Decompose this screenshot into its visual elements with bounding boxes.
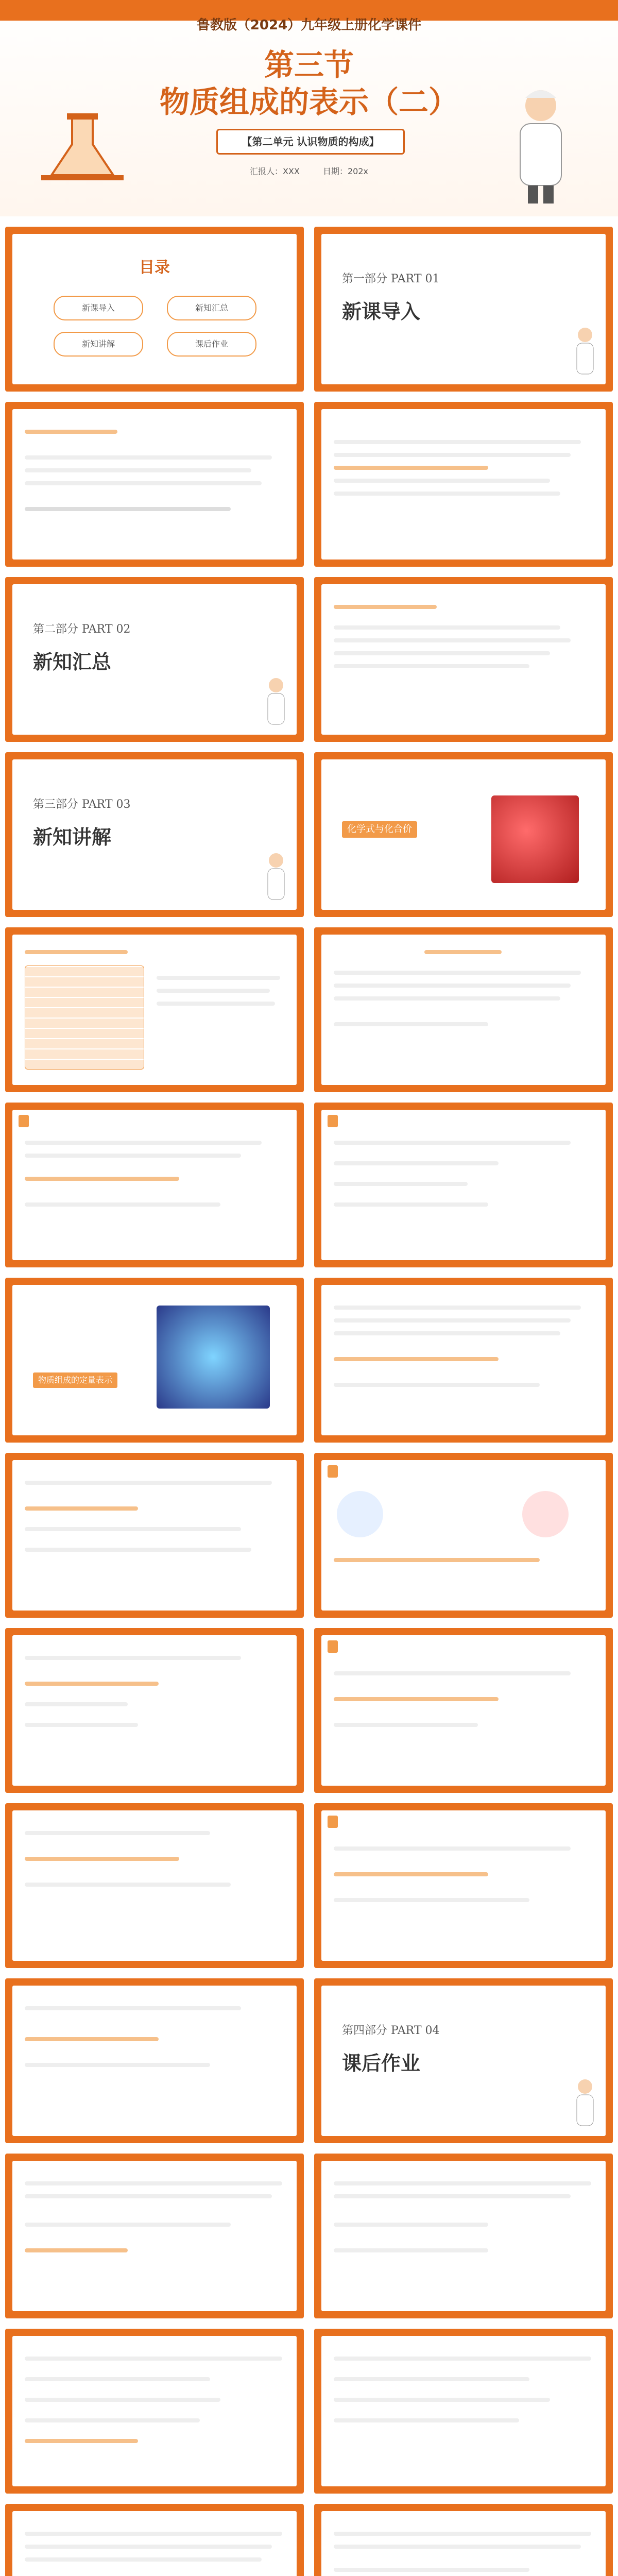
slide-text — [5, 1103, 304, 1267]
slide-text — [5, 1978, 304, 2143]
slide-exercise — [314, 2154, 613, 2318]
slide-section-2 — [5, 577, 304, 742]
scientist-icon — [570, 2076, 600, 2133]
slide-header — [328, 1465, 338, 1478]
scientist-icon — [261, 675, 291, 732]
cover-subtitle: 鲁教版（2024）九年级上册化学课件 — [196, 18, 422, 33]
toc-item: 新知汇总 — [167, 296, 256, 320]
slide-text — [5, 1453, 304, 1618]
slide-section-4 — [314, 1978, 613, 2143]
calc-intro-label: 物质组成的定量表示 — [33, 1372, 117, 1388]
section-part: 第一部分 PART 01 — [342, 273, 440, 285]
slide-exercise — [5, 2504, 304, 2576]
cover-date: 日期：202x — [322, 166, 368, 176]
slide-text — [314, 1103, 613, 1267]
slide-text — [314, 1628, 613, 1793]
section-part: 第四部分 PART 04 — [342, 2024, 440, 2037]
cover-unit-tag: 【第二单元 认识物质的构成】 — [216, 129, 405, 155]
section-name: 新知讲解 — [33, 825, 112, 849]
slide-calc-intro — [5, 1278, 304, 1443]
slide-exercise — [5, 2154, 304, 2318]
slide-section-1 — [314, 227, 613, 392]
slide-exercise — [314, 2329, 613, 2494]
section-name: 新课导入 — [342, 300, 421, 323]
slide-text — [314, 1453, 613, 1618]
toc-item: 新知讲解 — [54, 332, 143, 357]
flask-icon — [31, 98, 134, 201]
slide-table — [5, 927, 304, 1092]
slide-text — [314, 577, 613, 742]
scientist-icon — [570, 325, 600, 381]
abstract-image — [157, 1306, 270, 1409]
molecule-image — [491, 795, 579, 883]
slide-text — [314, 927, 613, 1092]
formula-intro-label: 化学式与化合价 — [342, 821, 417, 838]
section-part: 第二部分 PART 02 — [33, 623, 131, 636]
slide-section-3 — [5, 752, 304, 917]
slide-header — [328, 1816, 338, 1828]
toc-title: 目录 — [139, 259, 170, 277]
slide-text — [5, 1803, 304, 1968]
slide-exercise — [314, 2504, 613, 2576]
cover-reporter: 汇报人：XXX — [250, 166, 300, 176]
section-part: 第三部分 PART 03 — [33, 798, 131, 811]
slide-text — [314, 1278, 613, 1443]
hero-cover — [0, 0, 618, 216]
slide-text — [5, 402, 304, 567]
slide-text — [314, 402, 613, 567]
section-name: 新知汇总 — [33, 650, 112, 673]
scientist-icon — [505, 82, 577, 206]
slide-header — [328, 1115, 338, 1127]
cover-title-line2: 物质组成的表示（二） — [159, 84, 458, 120]
toc-item: 课后作业 — [167, 332, 256, 357]
section-name: 课后作业 — [342, 2052, 421, 2075]
slide-exercise — [5, 2329, 304, 2494]
scientist-icon — [261, 850, 291, 907]
cover-title-line1: 第三节 — [264, 47, 354, 82]
slide-header — [328, 1640, 338, 1653]
slide-header — [19, 1115, 29, 1127]
slide-text — [314, 1803, 613, 1968]
slide-formula-intro — [314, 752, 613, 917]
toc-item: 新课导入 — [54, 296, 143, 320]
slide-toc — [5, 227, 304, 392]
slide-text — [5, 1628, 304, 1793]
